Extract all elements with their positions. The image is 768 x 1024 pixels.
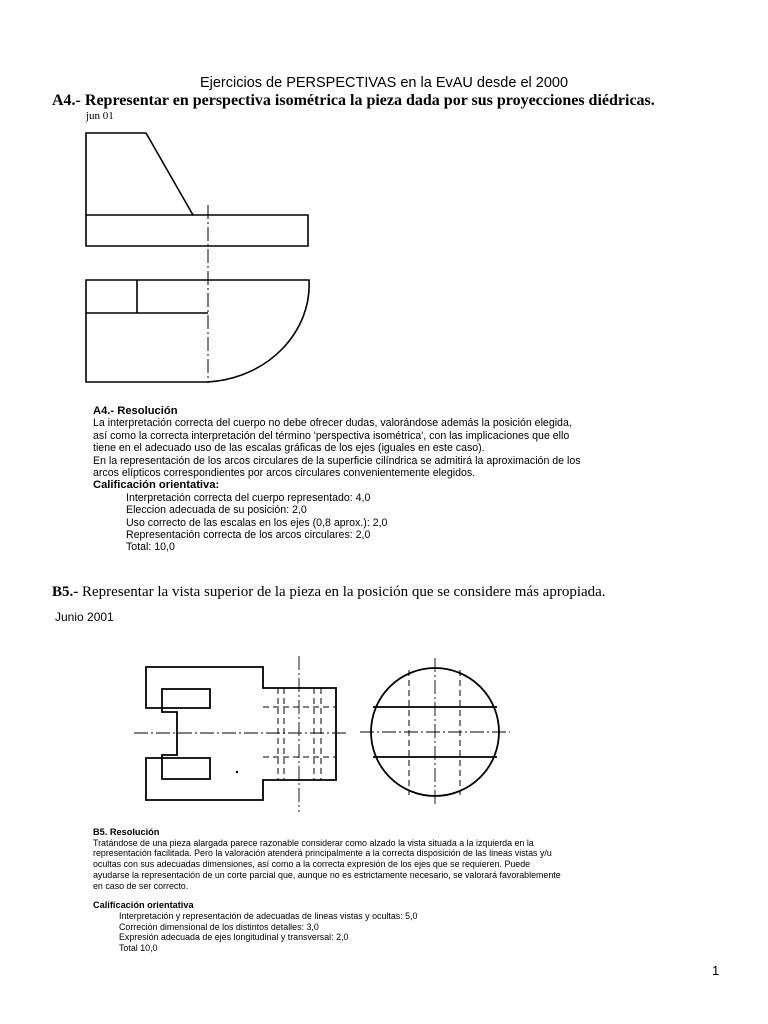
- exercise-b5-label: B5.-: [52, 584, 79, 600]
- a4-grading-heading: Calificación orientativa:: [93, 479, 220, 492]
- b5-grading-total: Total 10,0: [119, 943, 158, 954]
- page-title: Ejercicios de PERSPECTIVAS en la EvAU desde el 2000: [199, 75, 569, 91]
- b5-resolution-paragraph: Tratándose de una pieza alargada parece razonable considerar como alzado la vista situada a la izquierda en la representación facilitada. Pero la valoración atenderá principalmente a la correcta disposición de las lineas vistas y/u ocultas con sus adecuadas dimensiones, así como a la correcta expresión de los ejes que se requieren. Puede ayudarse la representación de un corte parcial que, aunque no es estrictamente necesario, se valorará favorablemente en caso de ser correcto.: [93, 837, 561, 891]
- b5-grading-item: Interpretación y representación de adecuadas de lineas vistas y ocultas: 5,0: [119, 910, 418, 921]
- b5-profile-outline: [146, 667, 336, 800]
- exercise-a4-label: A4.-: [52, 92, 81, 109]
- exercise-b5-text: Representar la vista superior de la pieza en la posición que se considere más apropiada.: [82, 584, 606, 600]
- exercise-b5-date: Junio 2001: [55, 610, 114, 624]
- exercise-a4-date: jun 01: [86, 110, 114, 122]
- b5-resolution-heading: B5. Resolución: [93, 827, 160, 837]
- a4-grading-item: Eleccion adecuada de su posición: 2,0: [126, 504, 307, 517]
- b5-center-mark: [236, 771, 238, 773]
- b5-grading-item: Expresión adecuada de ejes longitudinal y transversal: 2,0: [119, 932, 349, 943]
- a4-grading-item: Interpretación correcta del cuerpo representado: 4,0: [126, 491, 371, 504]
- a4-resolution-paragraph: La interpretación correcta del cuerpo no debe ofrecer dudas, valorándose además la posición elegida, así como la correcta interpretación del término 'perspectiva isométrica', con las implicaciones que ello tiene en el adecuado uso de las escalas gráficas de los ejes (iguales en este caso).: [93, 417, 572, 455]
- b5-grading-heading: Calificación orientativa: [93, 900, 194, 911]
- b5-grading-item: Correción dimensional de los distintos detalles: 3,0: [119, 921, 319, 932]
- a4-grading-total: Total: 10,0: [126, 541, 175, 554]
- a4-resolution-heading: A4.- Resolución: [93, 405, 178, 417]
- a4-grading-item: Representación correcta de los arcos circulares: 2,0: [126, 529, 371, 542]
- page-number: 1: [712, 963, 720, 978]
- a4-resolution-paragraph: En la representación de los arcos circulares de la superficie cilíndrica se admitirá la aproximación de los arcos elípticos correspondientes por arcos circulares convenientemente elegidos.: [93, 454, 581, 480]
- b5-resolution: [93, 827, 563, 954]
- exercise-a4-text: Representar en perspectiva isométrica la pieza dada por sus proyecciones diédricas.: [84, 92, 655, 109]
- a4-grading-item: Uso correcto de las escalas en los ejes (0,8 aprox.): 2,0: [126, 516, 388, 529]
